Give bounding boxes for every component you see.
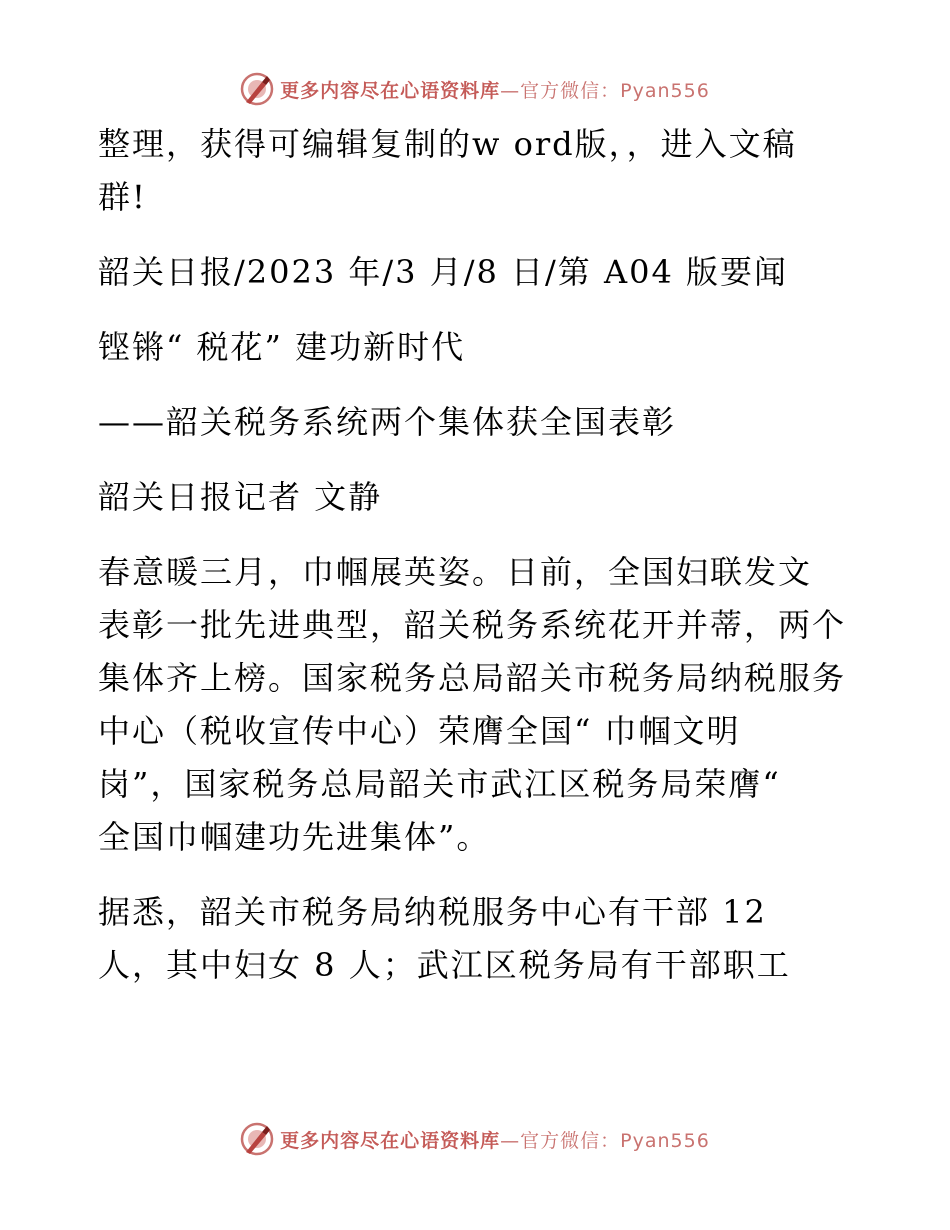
- paragraph-2: [98, 886, 858, 992]
- source-line: 韶关日报/2023 年/3 月/8 日/第 A04 版要闻: [98, 253, 788, 291]
- header-banner: [0, 72, 950, 106]
- paragraph-line: 中心（税收宣传中心）荣膺全国“ 巾帼文明: [98, 712, 741, 750]
- pen-logo-icon: [240, 72, 274, 106]
- paragraph-1: [98, 546, 858, 864]
- article-subtitle: ——韶关税务系统两个集体获全国表彰: [98, 403, 677, 441]
- intro-line: 整理，获得可编辑复制的w ord版，，进入文稿: [98, 125, 797, 163]
- banner-text: 更多内容尽在心语资料库—官方微信：Pyan556: [280, 79, 710, 102]
- paragraph-line: 表彰一批先进典型，韶关税务系统花开并蒂，两个: [98, 606, 847, 644]
- paragraph-line: 春意暖三月，巾帼展英姿。日前，全国妇联发文: [98, 553, 813, 591]
- pen-logo-icon: [240, 1122, 274, 1156]
- paragraph-line: 集体齐上榜。国家税务总局韶关市税务局纳税服务: [98, 659, 847, 697]
- footer-banner: [0, 1122, 950, 1156]
- article-title: 铿锵“ 税花” 建功新时代: [98, 328, 466, 366]
- paragraph-line: 全国巾帼建功先进集体”。: [98, 818, 491, 856]
- paragraph-line: 人，其中妇女 8 人；武江区税务局有干部职工: [98, 946, 791, 984]
- document-body: [98, 118, 858, 992]
- byline: 韶关日报记者 文静: [98, 478, 383, 516]
- banner-text: 更多内容尽在心语资料库—官方微信：Pyan556: [280, 1129, 710, 1152]
- paragraph-line: 据悉，韶关市税务局纳税服务中心有干部 12: [98, 893, 767, 931]
- intro-line: 群!: [98, 178, 147, 216]
- paragraph-line: 岗”，国家税务总局韶关市武江区税务局荣膺“: [98, 765, 781, 803]
